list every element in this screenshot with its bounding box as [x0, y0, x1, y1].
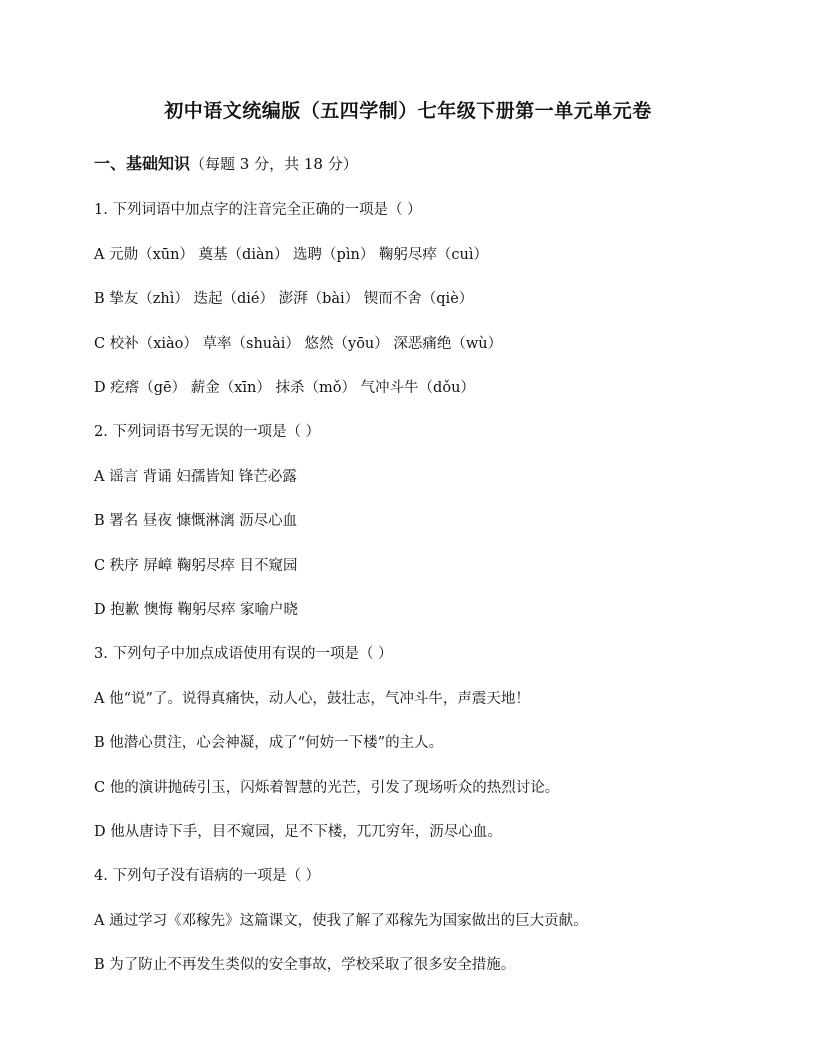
- section-heading-label: 一、基础知识: [94, 154, 191, 173]
- question-2-option-d: D 抱歉 懊悔 鞠躬尽瘁 家喻户晓: [94, 602, 299, 618]
- question-3-option-c: C 他的演讲抛砖引玉，闪烁着智慧的光芒，引发了现场听众的热烈讨论。: [94, 780, 560, 796]
- question-3-option-a: A 他“说”了。说得真痛快，动人心，鼓壮志，气冲斗牛，声震天地！: [94, 691, 530, 707]
- question-stem-4: 4. 下列句子没有语病的一项是（ ）: [94, 868, 321, 884]
- question-2-option-b: B 署名 昼夜 慷慨淋漓 沥尽心血: [94, 513, 298, 529]
- document-title: 初中语文统编版（五四学制）七年级下册第一单元单元卷: [164, 100, 652, 122]
- question-3-option-d: D 他从唐诗下手，目不窥园，足不下楼，兀兀穷年，沥尽心血。: [94, 824, 502, 840]
- question-3-option-b: B 他潜心贯注，心会神凝，成了“何妨一下楼”的主人。: [94, 735, 444, 751]
- question-stem-3: 3. 下列句子中加点成语使用有误的一项是（ ）: [94, 646, 393, 662]
- question-1-option-d: D 疙瘩（gē） 薪金（xīn） 抹杀（mǒ） 气冲斗牛（dǒu）: [94, 380, 475, 396]
- question-4-option-b: B 为了防止不再发生类似的安全事故，学校采取了很多安全措施。: [94, 957, 516, 973]
- question-2-option-c: C 秩序 屏嶂 鞠躬尽瘁 目不窥园: [94, 558, 298, 574]
- question-stem-1: 1. 下列词语中加点字的注音完全正确的一项是（ ）: [94, 202, 422, 218]
- question-1-option-c: C 校补（xiào） 草率（shuài） 悠然（yōu） 深恶痛绝（wù）: [94, 336, 503, 352]
- question-2-option-a: A 谣言 背诵 妇孺皆知 锋芒必露: [94, 469, 297, 485]
- section-score-note: （每题 3 分，共 18 分）: [190, 155, 358, 173]
- question-4-option-a: A 通过学习《邓稼先》这篇课文，使我了解了邓稼先为国家做出的巨大贡献。: [94, 913, 588, 929]
- section-heading: [94, 151, 358, 174]
- question-1-option-a: A 元勋（xūn） 奠基（diàn） 选聘（pìn） 鞠躬尽瘁（cuì）: [94, 247, 489, 263]
- question-1-option-b: B 挚友（zhì） 迭起（dié） 澎湃（bài） 锲而不舍（qiè）: [94, 291, 474, 307]
- question-stem-2: 2. 下列词语书写无误的一项是（ ）: [94, 424, 321, 440]
